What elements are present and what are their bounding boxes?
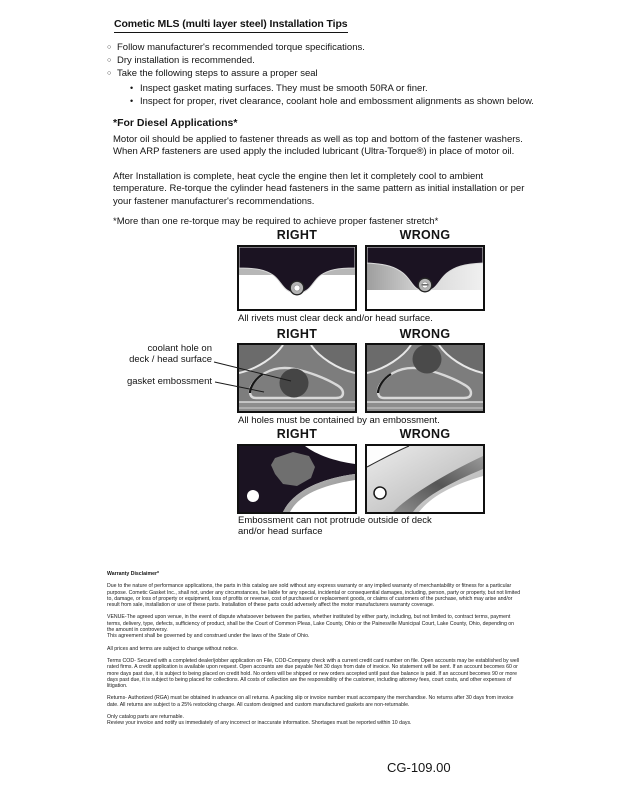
tip-text: Follow manufacturer's recommended torque specifications. xyxy=(117,42,365,53)
diesel-paragraph: Motor oil should be applied to fastener threads as well as top and bottom of the fastener washers. When ARP fasteners are used apply the included lubricant (Ultra-Torque®) in place of motor oil. xyxy=(113,134,523,158)
set1-wrong-label: WRONG xyxy=(399,228,451,242)
set2-right-label: RIGHT xyxy=(276,327,318,341)
set1-caption: All rivets must clear deck and/or head surface. xyxy=(238,313,433,324)
list-item xyxy=(107,55,534,68)
tip-text: Dry installation is recommended. xyxy=(117,55,255,67)
coolant-hole-right-diagram xyxy=(237,343,357,413)
page-title: Cometic MLS (multi layer steel) Installation Tips xyxy=(114,18,348,33)
rivet-wrong-drawing xyxy=(367,247,483,309)
dot-bullet-icon: • xyxy=(130,82,134,93)
diesel-heading: *For Diesel Applications* xyxy=(113,117,238,129)
warranty-disclaimer xyxy=(107,571,521,733)
set3-caption-line2: and/or head surface xyxy=(238,526,323,537)
list-item xyxy=(107,68,534,81)
warranty-paragraph: All prices and terms are subject to change without notice. xyxy=(107,645,239,652)
dot-bullet-icon: • xyxy=(130,95,134,106)
circle-bullet-icon: ○ xyxy=(107,70,112,78)
set2-wrong-label: WRONG xyxy=(399,327,451,341)
list-item xyxy=(107,82,534,95)
circle-bullet-icon: ○ xyxy=(107,44,112,51)
circle-bullet-icon: ○ xyxy=(107,57,112,65)
warranty-paragraph: Due to the nature of performance applications, the parts in this catalog are sold without any express warranty or any implied warranty of merchantability or fitness for a particular purpose. Cometic Gasket Inc., shall not, under any circumstances, be liable for any special, incidental or consequential damages, including, person, party or property, but not limited to, damage, or loss of property or equipment, loss of profits or revenue, cost of purchased or replacement goods, or claims of customers of the purchase, which may arise and/or result from sale, installation or use of these parts. Installation of these parts could adversely affect the motor manufacturers warranty coverage. xyxy=(107,583,521,609)
coolant-wrong-drawing xyxy=(367,345,483,411)
set1-right-label: RIGHT xyxy=(276,228,318,242)
embossment-wrong-diagram xyxy=(365,444,485,514)
tip-sub-text: Inspect for proper, rivet clearance, coolant hole and embossment alignments as shown below. xyxy=(140,95,534,107)
page-code: CG-109.00 xyxy=(387,760,451,775)
tips-list xyxy=(107,42,534,108)
warranty-paragraph: Returns- Authorized (RGA) must be obtained in advance on all returns. A packing slip or invoice number must accompany the merchandise. No returns after 30 days from invoice date. All returns are subject to a 25% restocking charge. All custom designed and custom manufactured gaskets are non-returnable. xyxy=(107,695,514,708)
warranty-paragraph: Terms COD- Secured with a completed dealer/jobber application on File, COD-Company check with a current credit card number on file. Open accounts may be established by well rated firms. A credit application is available upon request. Open accounts are due payable Net 30 days from date of invoice. No statement will be sent. If an account becomes 60 or more days past due, it is subject to being placed on credit hold. No orders will be shipped or new orders accepted until past due balance is paid. If an account becomes 90 or more days past due, it is subject to being placed for collections. All costs of collection are the responsibility of the customer, including attorney fees, court costs, and other expenses of litigation. xyxy=(107,657,520,690)
set3-wrong-label: WRONG xyxy=(399,427,451,441)
set2-caption: All holes must be contained by an embossment. xyxy=(238,415,440,426)
coolant-hole-wrong-diagram xyxy=(365,343,485,413)
warranty-paragraph: VENUE-The agreed upon venue, in the event of dispute whatsoever between the parties, whether instituted by either party, including, but not limited to, contract terms, payment terms, delivery, type, defects, sufficiency of product, shall be the Court of Common Pleas, Lake County, Ohio or the Painesville Municipal Court, Lake County, Ohio, depending on the amount in controversy. xyxy=(107,614,515,634)
coolant-hole-annotation: coolant hole on deck / head surface xyxy=(129,343,212,365)
set3-right-label: RIGHT xyxy=(276,427,318,441)
warranty-paragraph: Review your invoice and notify us immediately of any incorrect or inaccurate information. Shortages must be reported within 10 days. xyxy=(107,720,412,727)
bolt-hole xyxy=(374,487,386,499)
bolt-hole xyxy=(247,490,259,502)
embossment-right-drawing xyxy=(239,446,355,512)
tip-text: Take the following steps to assure a proper seal xyxy=(117,68,318,80)
coolant-right-drawing xyxy=(239,345,355,411)
tip-sub-text: Inspect gasket mating surfaces. They must be smooth 50RA or finer. xyxy=(140,82,428,94)
gasket-embossment-annotation: gasket embossment xyxy=(126,376,212,387)
warranty-paragraph: This agreement shall be governed by and construed under the laws of the State of Ohio. xyxy=(107,633,310,640)
set3-caption-line1: Embossment can not protrude outside of deck xyxy=(238,515,432,526)
rivet-right-drawing xyxy=(239,247,355,309)
warranty-paragraph: Only catalog parts are returnable. xyxy=(107,714,184,721)
embossment-wrong-drawing xyxy=(367,446,483,512)
rivet-clearance-right-diagram xyxy=(237,245,357,311)
embossment-right-diagram xyxy=(237,444,357,514)
coolant-hole xyxy=(280,369,309,398)
list-item xyxy=(107,42,534,55)
coolant-hole xyxy=(413,345,442,374)
diesel-paragraph: After Installation is complete, heat cycle the engine then let it completely cool to ambient temperature. Re-torque the cylinder head fasteners in the same pattern as initial installation or per your fastener manufacturer's recommendations. xyxy=(113,171,525,207)
rivet-clearance-wrong-diagram xyxy=(365,245,485,311)
list-item xyxy=(107,95,534,108)
warranty-heading: Warranty Disclaimer* xyxy=(107,571,159,577)
retorque-note: *More than one re-torque may be required to achieve proper fastener stretch* xyxy=(113,216,439,227)
